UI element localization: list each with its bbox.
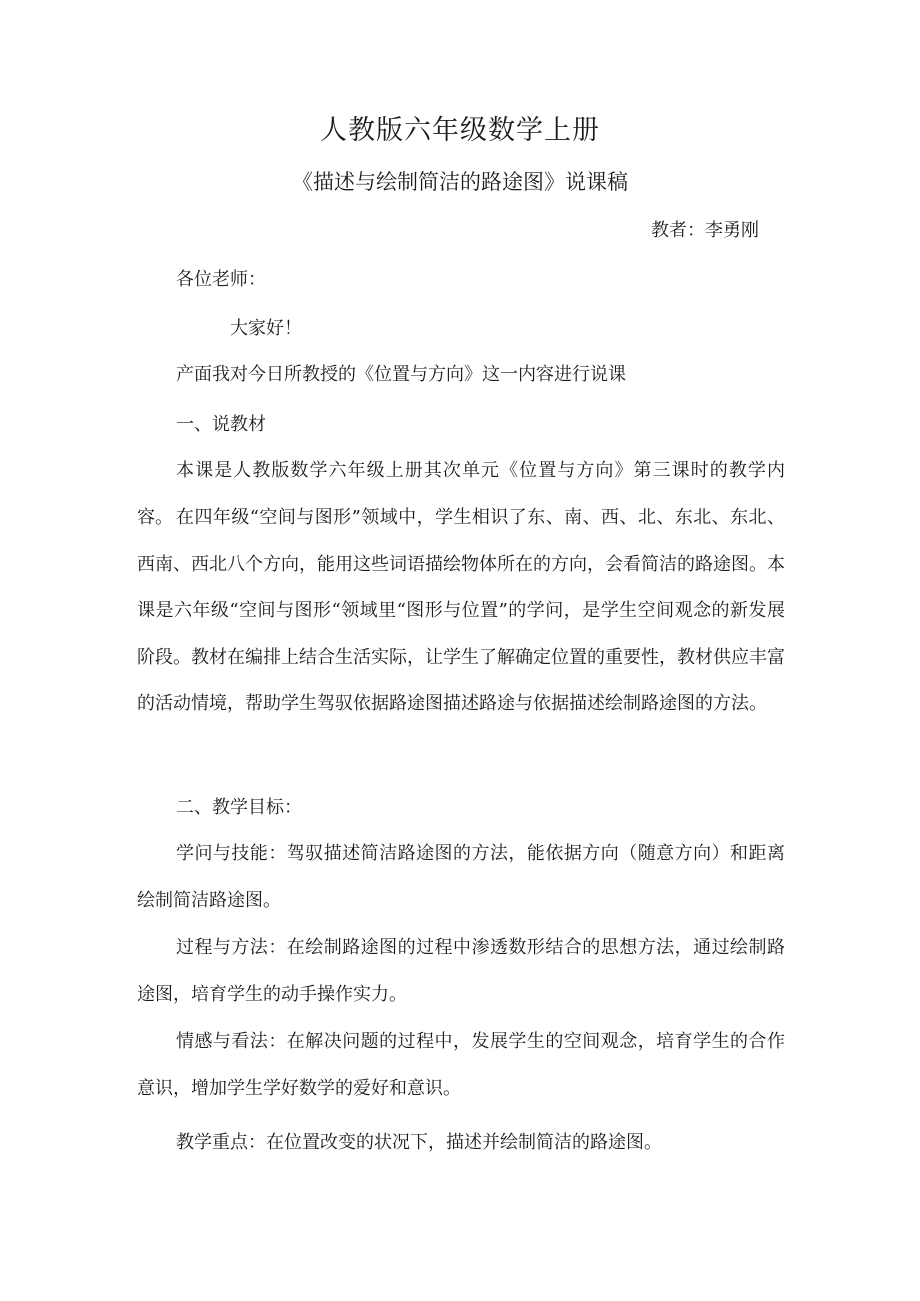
- document-title: 人教版六年级数学上册: [320, 115, 600, 146]
- greeting: 大家好！: [230, 318, 302, 339]
- teaching-key-point: 教学重点：在位置改变的状况下，描述并绘制简洁的路途图。: [176, 1132, 662, 1153]
- goal-knowledge-skill: 学问与技能：驾驭描述简洁路途图的方法，能依据方向（随意方向）和距离绘制简洁路途图。: [137, 843, 785, 911]
- section1-paragraph-1: 本课是人教版数学六年级上册其次单元《位置与方向》第三课时的教学内容。: [137, 460, 785, 528]
- goal-process-method: 过程与方法：在绘制路途图的过程中渗透数形结合的思想方法，通过绘制路途图，培育学生的动手操作实力。: [137, 937, 785, 1005]
- intro-line: 产面我对今日所教授的《位置与方向》这一内容进行说课: [176, 364, 626, 385]
- author-line: 教者：李勇刚: [651, 220, 759, 241]
- section2-heading: 二、教学目标：: [176, 797, 302, 818]
- section1-paragraph-2: 在四年级“空间与图形”领域中，学生相识了东、南、西、北、东北、东北、西南、西北八个方向，能用这些词语描绘物体所在的方向，会看简洁的路途图。本课是六年级“空间与图形“领域里“图形与位置”的学问，是学生空间观念的新发展阶段。教材在编排上结合生活实际，让学生了解确定位置的重要性，教材供应丰富的活动情境，帮助学生驾驭依据路途图描述路途与依据描述绘制路途图的方法。: [137, 507, 785, 714]
- document-subtitle: 《描述与绘制简洁的路途图》说课稿: [292, 170, 628, 194]
- salutation: 各位老师：: [176, 269, 266, 290]
- goal-emotion-attitude: 情感与看法：在解决问题的过程中，发展学生的空间观念，培育学生的合作意识，增加学生学好数学的爱好和意识。: [137, 1031, 785, 1099]
- section1-heading: 一、说教材: [176, 414, 266, 435]
